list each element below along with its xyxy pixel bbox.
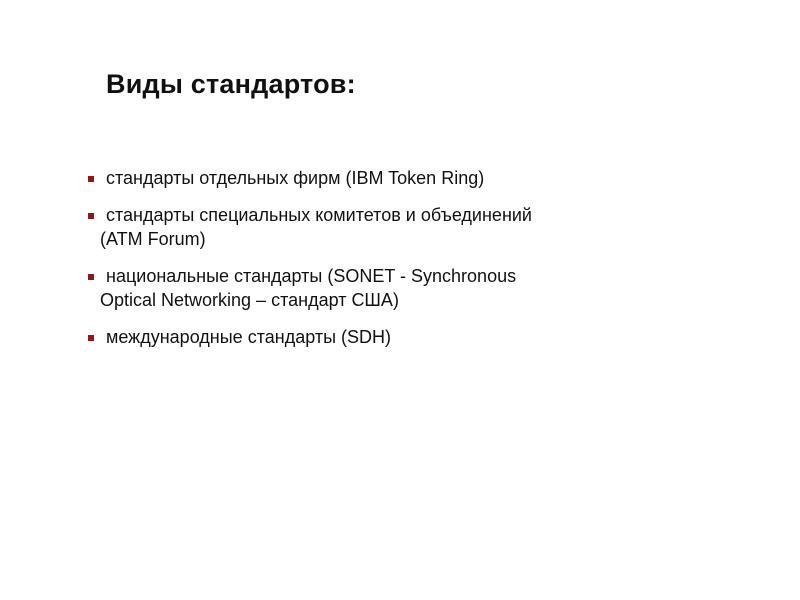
bullet-item-firm-standards xyxy=(88,166,708,190)
bullet-item-international-standards xyxy=(88,325,708,349)
bullet-list xyxy=(88,166,708,349)
square-bullet-icon xyxy=(88,274,94,280)
square-bullet-icon xyxy=(88,176,94,182)
square-bullet-icon xyxy=(88,213,94,219)
slide-title: Виды стандартов: xyxy=(106,69,356,99)
bullet-text-line: Optical Networking – стандарт США) xyxy=(100,290,399,310)
square-bullet-icon xyxy=(88,335,94,341)
bullet-text-line: национальные стандарты (SONET - Synchronous xyxy=(106,266,517,286)
bullet-item-committee-standards xyxy=(88,203,708,251)
bullet-item-national-standards xyxy=(88,264,708,312)
bullet-text-line: стандарты специальных комитетов и объединений xyxy=(106,205,532,225)
bullet-text-line: (ATM Forum) xyxy=(100,229,206,249)
bullet-text-line: международные стандарты (SDH) xyxy=(106,327,391,347)
bullet-text-line: стандарты отдельных фирм (IBM Token Ring) xyxy=(106,168,485,188)
